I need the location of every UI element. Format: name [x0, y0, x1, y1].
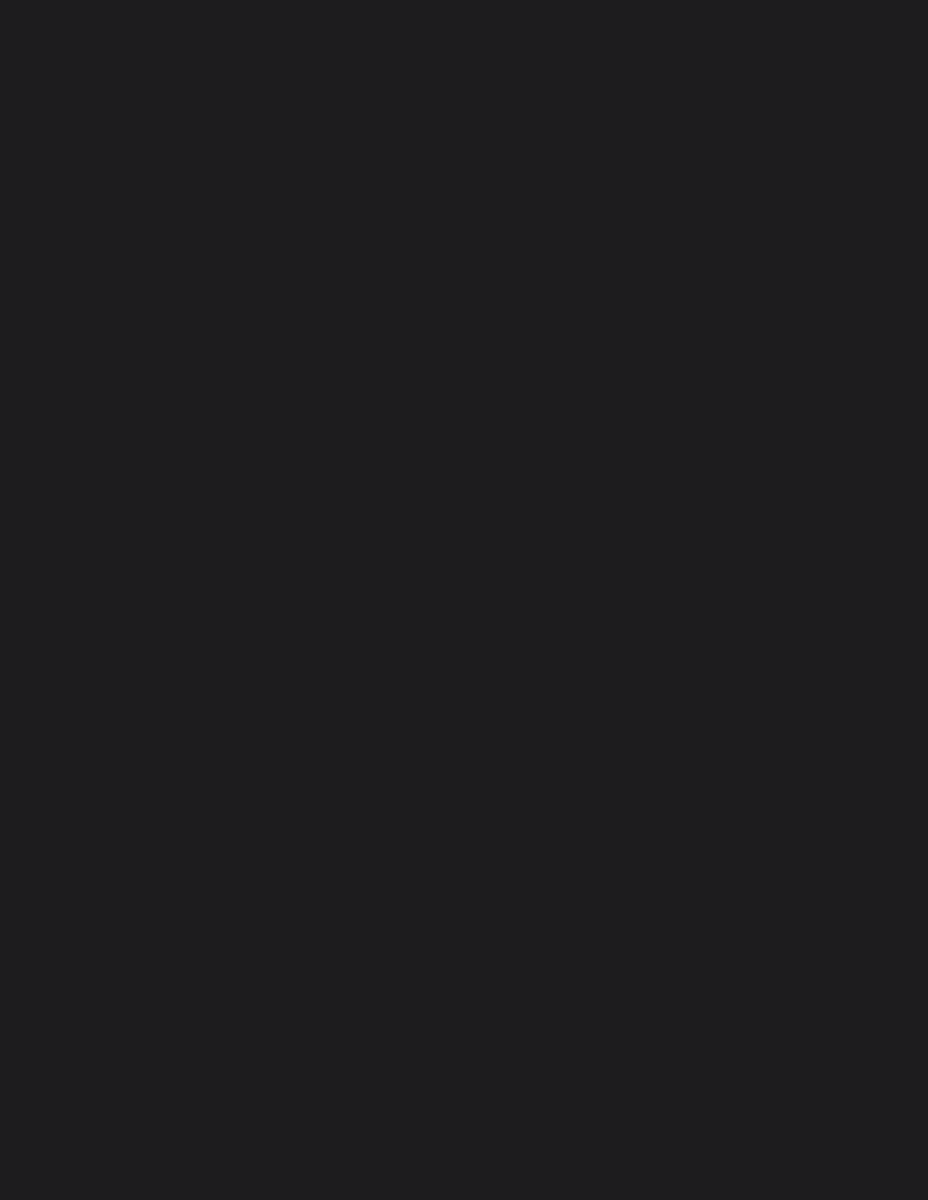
- menu-items: [62, 118, 902, 159]
